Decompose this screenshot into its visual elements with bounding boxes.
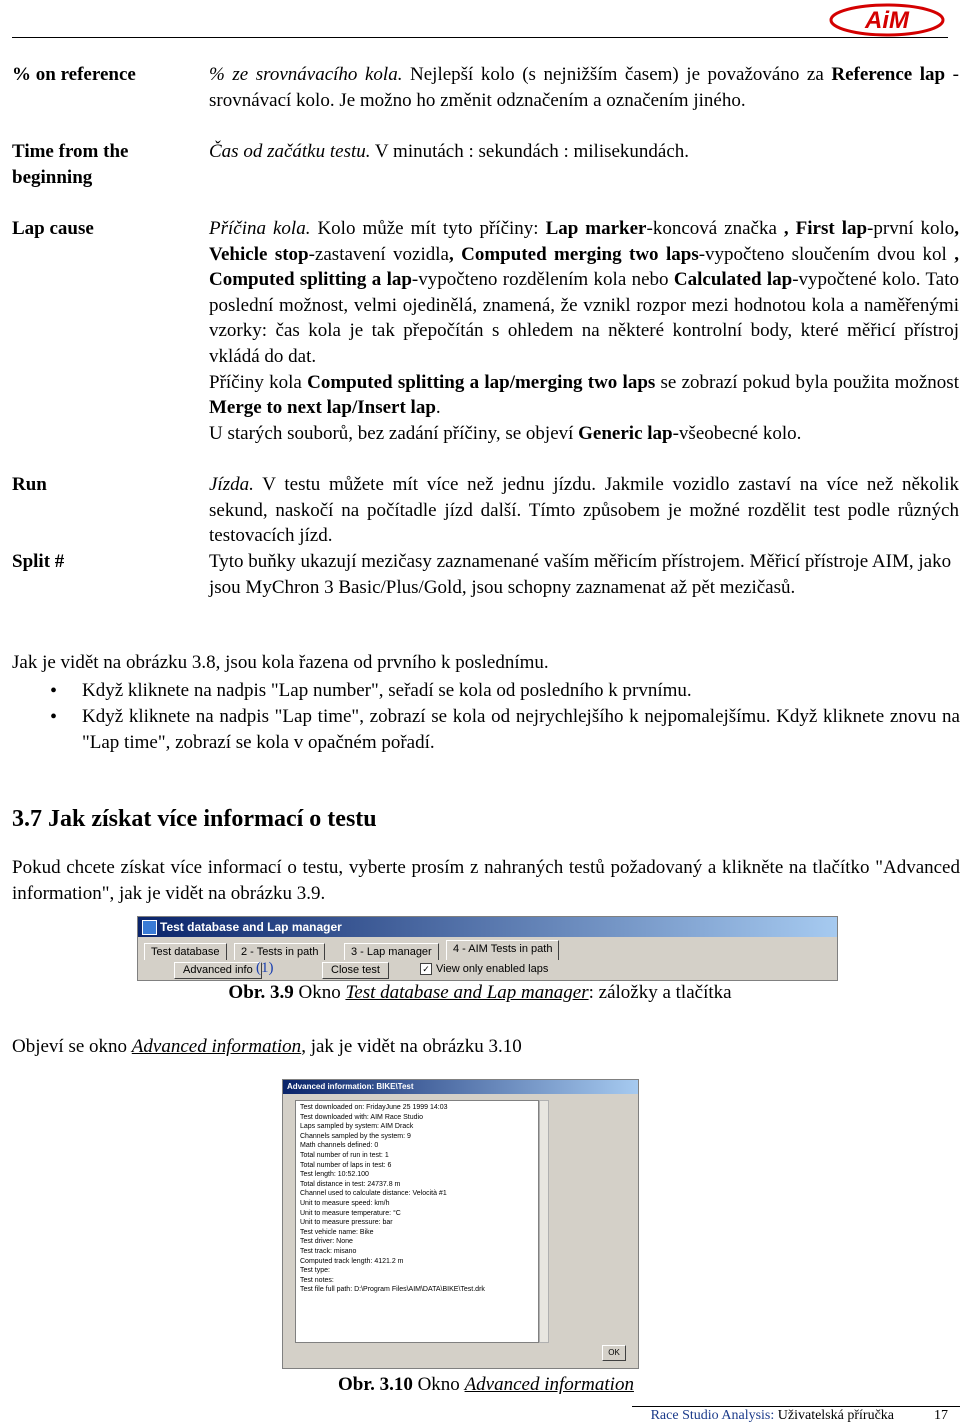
text-run: , Computed splitting a lap xyxy=(209,243,959,291)
text-run: V minutách : sekundách : milisekundách. xyxy=(370,141,690,162)
bullet-lap-time: • Když kliknete na nadpis "Lap time", zobrazí se kola od nejrychlejšího k nejpomalejšímu. Když kliknete znovu na "Lap time", zobrazí se kola v opačném pořadí. xyxy=(12,704,960,756)
footer-manual: Uživatelská příručka xyxy=(774,1408,894,1423)
advanced-information-link: Advanced information xyxy=(131,1036,302,1057)
info-line: Test driver: None xyxy=(300,1238,353,1246)
info-line: Test vehicle name: Bike xyxy=(300,1228,374,1236)
text-run: Reference lap xyxy=(831,64,946,85)
text-run: V testu můžete mít více než jednu jízdu. Jakmile vozidlo zastaví na více než několik sekund, naskočí na počítadle jízd další. Tímto způsobem je možné rozdělit test podle různých testovacích jízd. xyxy=(209,474,959,547)
page-number: 17 xyxy=(934,1408,948,1423)
text-run: , Computed merging two laps xyxy=(448,243,699,265)
info-line: Test downloaded on: FridayJune 25 1999 14:03 xyxy=(300,1104,448,1111)
info-line: Test type: xyxy=(300,1267,330,1275)
window-title: Test database and Lap manager xyxy=(160,920,342,934)
info-line: Laps sampled by system: AIM Drack xyxy=(300,1123,414,1131)
text-run: . xyxy=(435,397,441,419)
para-intro: Pokud chcete získat více informací o testu, vyberte prosím z nahraných testů požadovaný a klikněte na tlačítko "Advanced information", jak je vidět na obrázku 3.9. xyxy=(12,857,960,904)
text-run: Generic lap xyxy=(578,422,673,444)
figure-3-10-caption: Obr. 3.10 Okno Advanced information xyxy=(338,1374,634,1395)
text-run: -vypočteno rozdělením kola nebo xyxy=(411,269,674,291)
desc-lap-cause xyxy=(209,216,959,446)
term-split: Split # xyxy=(12,551,65,572)
text-run: -vypočteno sloučením dvou kol xyxy=(698,243,955,265)
app-icon xyxy=(142,920,157,935)
text-run: Merge to next lap/Insert lap xyxy=(209,397,436,419)
advanced-info-button[interactable]: Advanced info xyxy=(174,962,262,979)
scrollbar[interactable] xyxy=(539,1100,549,1343)
text-run: Příčiny kola xyxy=(209,371,308,393)
text-run: Čas od začátku testu. xyxy=(209,141,371,162)
aim-logo xyxy=(828,2,946,38)
figure-test-database-screenshot xyxy=(137,916,838,981)
info-line: Test file full path: D:\Program Files\AIM\DATA\BIKE\Test.drk xyxy=(300,1286,485,1294)
annotation-1: (1) xyxy=(256,960,274,976)
logo-text: AiM xyxy=(865,7,909,34)
text-run: % ze srovnávacího kola. xyxy=(209,64,403,85)
info-line: Computed track length: 4121.2 m xyxy=(300,1257,404,1265)
info-line: Total number of run in test: 1 xyxy=(300,1151,389,1159)
term-on-reference: % on reference xyxy=(12,64,136,85)
info-list xyxy=(295,1100,539,1343)
info-line: Total distance in test: 24737.8 m xyxy=(300,1180,401,1188)
page-footer xyxy=(651,1408,948,1424)
text-run: Kolo může mít tyto příčiny: xyxy=(310,218,546,239)
text-run: -zastavení vozidla xyxy=(308,243,449,265)
window-title: Advanced information: BIKE\Test xyxy=(287,1082,414,1091)
text-run: Nejlepší kolo (s nejnižším časem) je považováno za xyxy=(402,64,832,85)
checkbox-label: View only enabled laps xyxy=(436,963,549,975)
text-run: Jízda. xyxy=(209,474,254,495)
info-line: Unit to measure speed: km/h xyxy=(300,1199,390,1207)
footer-product: Race Studio Analysis: xyxy=(650,1408,775,1423)
tab-aim-tests-in-path[interactable]: 4 - AIM Tests in path xyxy=(446,940,559,960)
text-run: U starých souborů, bez zadání příčiny, se objeví xyxy=(209,422,579,444)
text-run: - srovnávací kolo. Je možno ho změnit odznačením a označením jiného. xyxy=(209,64,960,111)
info-line: Unit to measure pressure: bar xyxy=(300,1219,393,1227)
footer-rule xyxy=(632,1406,960,1407)
info-line: Test notes: xyxy=(300,1276,334,1284)
bullet-list xyxy=(12,678,960,756)
desc-on-reference xyxy=(209,62,959,113)
info-line: Unit to measure temperature: °C xyxy=(300,1209,401,1217)
view-only-enabled-laps-checkbox[interactable] xyxy=(420,963,548,975)
figure-3-9-caption: Obr. 3.9 Okno Test database and Lap manager: záložky a tlačítka xyxy=(228,982,732,1003)
window-titlebar xyxy=(138,917,837,937)
term-run: Run xyxy=(12,474,47,495)
info-line: Channels sampled by the system: 9 xyxy=(300,1132,411,1140)
para-sort: Jak je vidět na obrázku 3.8, jsou kola řazena od prvního k poslednímu. xyxy=(12,652,549,673)
info-line: Test track: misano xyxy=(300,1247,357,1255)
header-rule xyxy=(12,37,948,38)
section-heading: 3.7 Jak získat více informací o testu xyxy=(12,806,377,832)
text-run: , Vehicle stop xyxy=(209,218,960,265)
desc-split xyxy=(209,549,959,600)
desc-run xyxy=(209,472,959,549)
text-run: -koncová značka xyxy=(646,218,777,239)
text-run: -vypočtené kolo. Tato poslední možnost, velmi ojedinělá, znamená, že vznikl rozpor mezi hodnotou kola a naměřenými vzorky: čas kola je tak přepočítán s ohledem na některé kontrolní body, které měřicí přístroj vkládá do dat. xyxy=(209,269,959,367)
term-lap-cause: Lap cause xyxy=(12,218,94,239)
tab-lap-manager[interactable]: 3 - Lap manager xyxy=(344,943,439,960)
tab-tests-in-path[interactable]: 2 - Tests in path xyxy=(234,943,325,960)
desc-time-from-beginning xyxy=(209,139,959,165)
info-line: Channel used to calculate distance: Velocità #1 xyxy=(300,1190,447,1198)
text-run: -všeobecné kolo. xyxy=(672,422,802,444)
text-run: se zobrazí pokud byla použita možnost xyxy=(655,371,959,393)
text-run: Příčina kola. xyxy=(209,218,311,239)
text-run: Calculated lap xyxy=(673,269,793,291)
info-line: Total number of laps in test: 6 xyxy=(300,1161,392,1169)
term-time-from-beginning: Time from the beginning xyxy=(12,141,129,188)
para-appears: Objeví se okno Advanced information, jak je vidět na obrázku 3.10 xyxy=(12,1036,522,1057)
ok-button[interactable]: OK xyxy=(602,1345,626,1361)
checkbox-checked-icon[interactable]: ✓ xyxy=(420,963,432,975)
text-run: , First lap xyxy=(776,218,868,239)
text-run: Tyto buňky ukazují mezičasy zaznamenané vaším měřicím přístrojem. Měřicí přístroje AIM, jako jsou MyChron 3 Basic/Plus/Gold, jsou schopny zaznamenat až pět mezičasů. xyxy=(209,551,952,598)
info-line: Test downloaded with: AIM Race Studio xyxy=(300,1113,423,1121)
bullet-lap-number: • Když kliknete na nadpis "Lap number", seřadí se kola od posledního k prvnímu. xyxy=(12,678,960,704)
text-run: Computed splitting a lap/merging two laps xyxy=(307,371,656,393)
info-line: Math channels defined: 0 xyxy=(300,1142,379,1150)
window-titlebar xyxy=(283,1080,638,1094)
close-test-button[interactable]: Close test xyxy=(322,962,389,979)
figure-advanced-information-screenshot xyxy=(282,1079,639,1369)
text-run: -první kolo xyxy=(867,218,955,239)
text-run: Lap marker xyxy=(545,218,647,239)
info-line: Test length: 10:52.100 xyxy=(300,1171,369,1179)
tab-test-database[interactable]: Test database xyxy=(144,943,227,960)
